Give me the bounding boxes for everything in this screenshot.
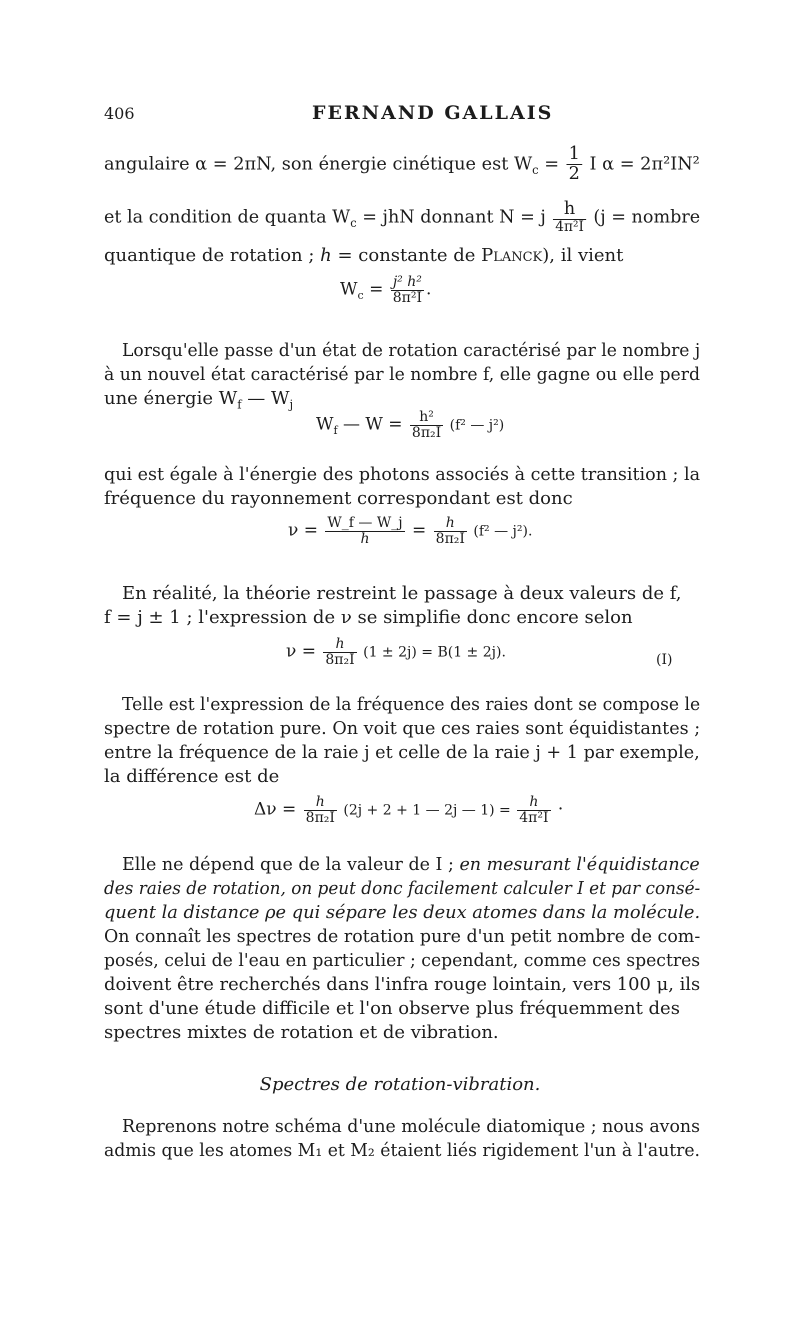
text-line: En réalité, la théorie restreint le passage à deux valeurs de f,	[122, 583, 682, 604]
equation-frequency: ν = $\frac{W\_f — W\_j}{h}$ = $\frac{h}{\text{8π₂I}}$ (f² — j²).	[288, 515, 533, 547]
text-line: quantique de rotation ; h = constante de Planck), il vient	[104, 245, 624, 266]
text-line: à un nouvel état caractérisé par le nombre f, elle gagne ou elle perd	[104, 364, 701, 385]
page-number: 406	[104, 104, 135, 123]
text-line: angulaire α = 2πN, son énergie cinétique est $W_c$ = $\frac{1}{2}$ I α = 2π²IN²	[104, 143, 700, 184]
text-line: la différence est de	[104, 766, 280, 787]
text-line: et la condition de quanta $W_c$ = jhN donnant N = j $\frac{h}{\text{4π²I}}$ (j = nombre	[104, 198, 701, 235]
text-line: On connaît les spectres de rotation pure d'un petit nombre de com-	[104, 926, 701, 947]
text-line: quent la distance ρe qui sépare les deux atomes dans la molécule.	[104, 902, 701, 923]
running-title: FERNAND GALLAIS	[312, 102, 554, 124]
equation-frequency-simplified: ν = $\frac{h}{\text{8π₂I}}$ (1 ± 2j) = B(1 ± 2j).	[286, 636, 506, 668]
equation-energy-difference: $W_f$ — W = $\frac{\text{h²}}{\text{8π₂I}}$ (f² — j²)	[316, 409, 505, 441]
text-line: spectre de rotation pure. On voit que ces raies sont équidistantes ;	[104, 718, 701, 739]
text-line: spectres mixtes de rotation et de vibration.	[104, 1022, 499, 1043]
text-line: f = j ± 1 ; l'expression de ν se simplifie donc encore selon	[104, 607, 633, 628]
text-line: admis que les atomes M₁ et M₂ étaient liés rigidement l'un à l'autre.	[104, 1140, 701, 1161]
text-line: qui est égale à l'énergie des photons associés à cette transition ; la	[104, 464, 701, 485]
text-line: posés, celui de l'eau en particulier ; cependant, comme ces spectres	[104, 950, 701, 971]
text-line: entre la fréquence de la raie j et celle de la raie j + 1 par exemple,	[104, 742, 700, 763]
equation-tag: (I)	[656, 652, 673, 668]
text-line: une énergie $W_f$ — $W_j$	[104, 388, 294, 412]
text-line: Telle est l'expression de la fréquence des raies dont se compose le	[122, 694, 701, 715]
equation-delta-nu: Δν = $\frac{h}{\text{8π₂I}}$ (2j + 2 + 1 — 2j — 1) = $\frac{h}{\text{4π²I}}$ ·	[254, 794, 564, 826]
text-line: sont d'une étude difficile et l'on observe plus fréquemment des	[104, 998, 680, 1019]
text-line: doivent être recherchés dans l'infra rouge lointain, vers 100 μ, ils	[104, 974, 701, 995]
section-heading: Spectres de rotation-vibration.	[259, 1074, 541, 1095]
text-line: Elle ne dépend que de la valeur de I ; en mesurant l'équidistance	[122, 854, 700, 875]
text-line: des raies de rotation, on peut donc facilement calculer I et par consé-	[104, 878, 701, 899]
text-line: Lorsqu'elle passe d'un état de rotation caractérisé par le nombre j	[122, 340, 701, 361]
text-line: Reprenons notre schéma d'une molécule diatomique ; nous avons	[122, 1116, 700, 1137]
equation-energy: $W_c$ = $\frac{\text{j² h²}}{\text{8π²I}}$ .	[340, 274, 432, 306]
text-line: fréquence du rayonnement correspondant est donc	[104, 488, 573, 509]
